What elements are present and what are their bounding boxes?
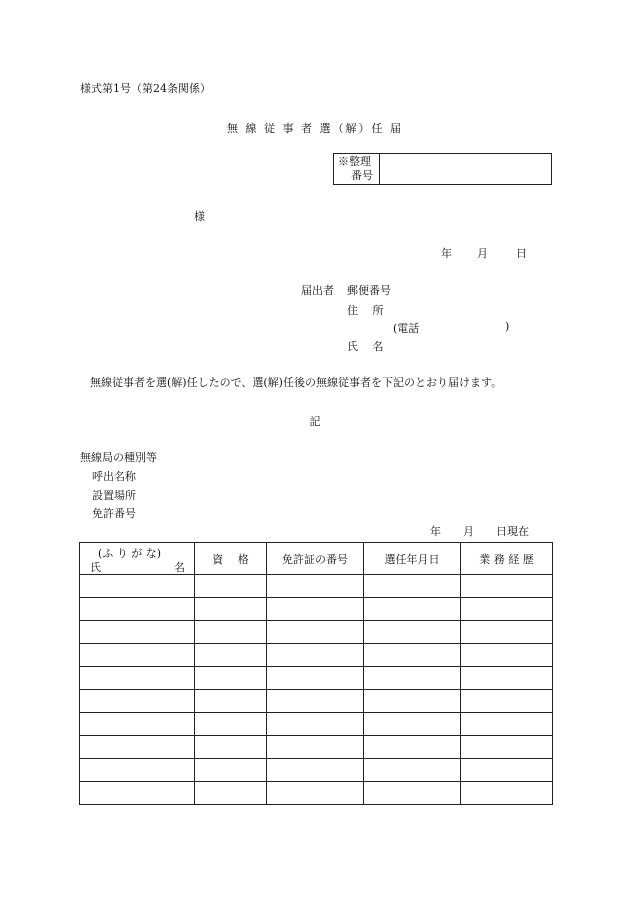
- cell-license-number[interactable]: [267, 621, 364, 644]
- cell-name[interactable]: [80, 621, 195, 644]
- cell-name[interactable]: [80, 759, 195, 782]
- cell-qualification[interactable]: [195, 621, 267, 644]
- date-day-label: 日: [516, 247, 527, 260]
- license-number-label: 免許番号: [92, 507, 136, 520]
- call-sign-label: 呼出名称: [92, 470, 136, 483]
- col-header-name: [80, 543, 195, 575]
- cell-qualification[interactable]: [195, 598, 267, 621]
- cell-qualification[interactable]: [195, 759, 267, 782]
- cell-license-number[interactable]: [267, 782, 364, 805]
- submission-date: [441, 245, 527, 261]
- date-month-label: 月: [477, 247, 488, 260]
- document-title: 無 線 従 事 者 選（解）任 届: [227, 122, 403, 135]
- addressee-suffix: 様: [194, 210, 205, 223]
- applicant-label: 届出者: [301, 284, 334, 297]
- reference-label-line2: 番号: [351, 169, 373, 182]
- col-header-qualification: 資 格: [195, 543, 267, 575]
- col-header-license-number: 免許証の番号: [267, 543, 364, 575]
- cell-appointment-date[interactable]: [364, 644, 461, 667]
- cell-name[interactable]: [80, 713, 195, 736]
- table-row: [80, 736, 553, 759]
- cell-work-history[interactable]: [461, 690, 553, 713]
- cell-work-history[interactable]: [461, 621, 553, 644]
- as-of-date: [430, 523, 529, 539]
- cell-qualification[interactable]: [195, 690, 267, 713]
- cell-qualification[interactable]: [195, 575, 267, 598]
- cell-qualification[interactable]: [195, 667, 267, 690]
- cell-name[interactable]: [80, 782, 195, 805]
- postal-code-label: 郵便番号: [347, 284, 391, 297]
- ki-heading: 記: [309, 415, 321, 428]
- table-row: [80, 782, 553, 805]
- installation-location-label: 設置場所: [92, 489, 136, 502]
- cell-qualification[interactable]: [195, 644, 267, 667]
- cell-license-number[interactable]: [267, 690, 364, 713]
- cell-license-number[interactable]: [267, 598, 364, 621]
- cell-appointment-date[interactable]: [364, 598, 461, 621]
- cell-work-history[interactable]: [461, 736, 553, 759]
- cell-appointment-date[interactable]: [364, 667, 461, 690]
- address-label: 住 所: [347, 304, 384, 317]
- date-year-label: 年: [441, 247, 452, 260]
- reference-number-field[interactable]: [381, 154, 551, 184]
- cell-license-number[interactable]: [267, 667, 364, 690]
- table-row: [80, 575, 553, 598]
- cell-appointment-date[interactable]: [364, 575, 461, 598]
- cell-license-number[interactable]: [267, 575, 364, 598]
- cell-license-number[interactable]: [267, 736, 364, 759]
- asof-day-label: 日現在: [496, 525, 529, 538]
- reference-number-label: [334, 154, 380, 184]
- cell-work-history[interactable]: [461, 759, 553, 782]
- cell-appointment-date[interactable]: [364, 690, 461, 713]
- table-row: [80, 690, 553, 713]
- col-header-work-history: 業 務 経 歴: [461, 543, 553, 575]
- table-row: [80, 667, 553, 690]
- cell-work-history[interactable]: [461, 598, 553, 621]
- cell-license-number[interactable]: [267, 644, 364, 667]
- cell-qualification[interactable]: [195, 782, 267, 805]
- asof-year-label: 年: [430, 525, 441, 538]
- table-header-row: [80, 543, 553, 575]
- col-header-shi: 氏: [90, 561, 101, 574]
- cell-appointment-date[interactable]: [364, 782, 461, 805]
- applicant-name-label: 氏 名: [347, 340, 384, 353]
- cell-appointment-date[interactable]: [364, 621, 461, 644]
- table-row: [80, 598, 553, 621]
- asof-month-label: 月: [463, 525, 474, 538]
- cell-work-history[interactable]: [461, 575, 553, 598]
- col-header-appointment-date: 選任年月日: [364, 543, 461, 575]
- cell-qualification[interactable]: [195, 736, 267, 759]
- cell-work-history[interactable]: [461, 782, 553, 805]
- col-header-mei: 名: [174, 561, 185, 574]
- cell-license-number[interactable]: [267, 713, 364, 736]
- table-row: [80, 759, 553, 782]
- form-number: 様式第1号（第24条関係）: [80, 82, 211, 95]
- cell-license-number[interactable]: [267, 759, 364, 782]
- cell-name[interactable]: [80, 690, 195, 713]
- cell-work-history[interactable]: [461, 713, 553, 736]
- cell-work-history[interactable]: [461, 667, 553, 690]
- table-row: [80, 644, 553, 667]
- reference-number-box: [333, 153, 552, 185]
- cell-name[interactable]: [80, 598, 195, 621]
- cell-name[interactable]: [80, 736, 195, 759]
- cell-appointment-date[interactable]: [364, 736, 461, 759]
- declaration-statement: 無線従事者を選(解)任したので、選(解)任後の無線従事者を下記のとおり届けます。: [90, 376, 503, 389]
- phone-close-paren: ): [505, 320, 510, 333]
- table-row: [80, 621, 553, 644]
- cell-work-history[interactable]: [461, 644, 553, 667]
- cell-qualification[interactable]: [195, 713, 267, 736]
- phone-label: (電話: [393, 322, 420, 335]
- station-type-heading: 無線局の種別等: [80, 451, 157, 464]
- cell-name[interactable]: [80, 575, 195, 598]
- cell-appointment-date[interactable]: [364, 713, 461, 736]
- col-header-furigana: (ふ り が な): [98, 547, 162, 560]
- cell-appointment-date[interactable]: [364, 759, 461, 782]
- table-row: [80, 713, 553, 736]
- operators-table: [79, 542, 553, 805]
- reference-label-line1: ※整理: [338, 155, 371, 168]
- cell-name[interactable]: [80, 667, 195, 690]
- cell-name[interactable]: [80, 644, 195, 667]
